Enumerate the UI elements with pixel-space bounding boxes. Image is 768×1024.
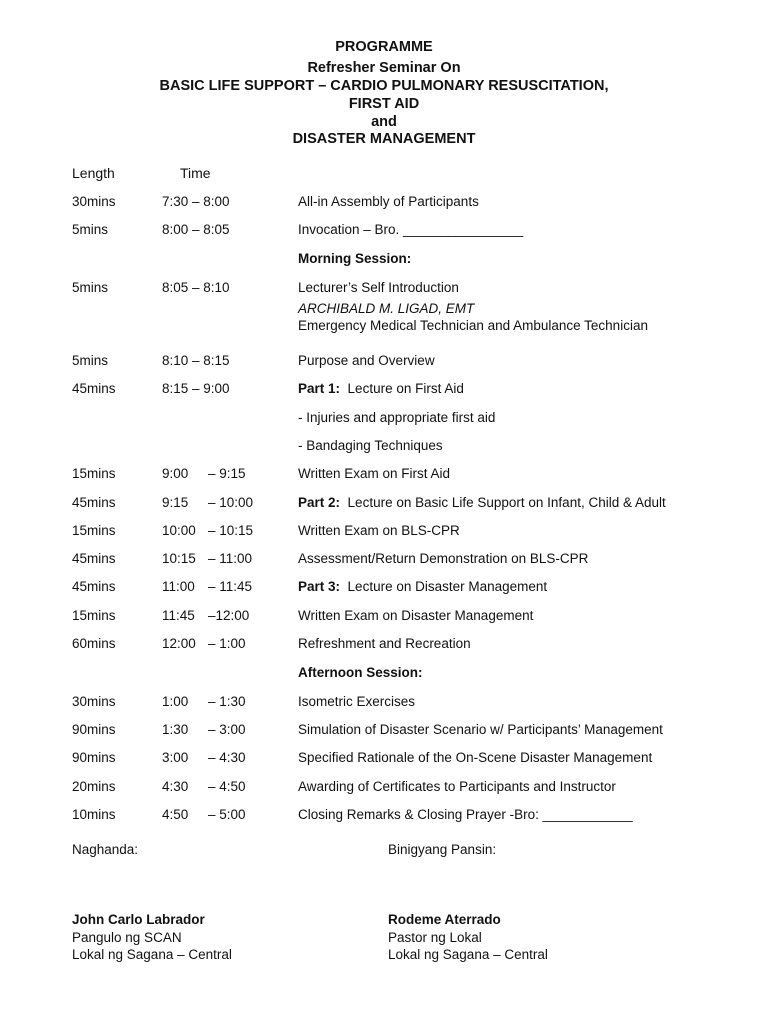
row-length: 45mins	[72, 381, 116, 396]
row-time-start: 11:45	[162, 608, 195, 623]
part-label: Part 2:	[298, 495, 341, 510]
prepared-by-caption: Naghanda:	[72, 842, 139, 857]
row-time-end: – 1:30	[208, 694, 246, 709]
row-time-end: – 9:15	[208, 466, 246, 481]
row-activity: Isometric Exercises	[298, 694, 416, 709]
length-column-header: Length	[72, 165, 115, 181]
row-time-start: 12:00	[162, 636, 196, 651]
morning-session-heading: Morning Session:	[298, 251, 412, 266]
signatory-name-right: Rodeme Aterrado	[388, 912, 501, 927]
lecturer-title: Emergency Medical Technician and Ambulance Technician	[298, 318, 648, 333]
row-length: 20mins	[72, 779, 116, 794]
row-activity: Specified Rationale of the On-Scene Disaster Management	[298, 750, 653, 765]
row-length: 15mins	[72, 523, 116, 538]
row-time-end: – 5:00	[208, 807, 246, 822]
row-time: 8:15 – 9:00	[162, 381, 230, 396]
row-activity: Purpose and Overview	[298, 353, 435, 368]
row-activity: Written Exam on First Aid	[298, 466, 451, 481]
row-activity: Awarding of Certificates to Participants and Instructor	[298, 779, 616, 794]
topic-line-3: DISASTER MANAGEMENT	[292, 131, 476, 147]
seminar-subtitle: Refresher Seminar On	[307, 60, 461, 76]
afternoon-session-heading: Afternoon Session:	[298, 665, 423, 680]
row-time-end: – 11:00	[208, 551, 253, 566]
signatory-location-right: Lokal ng Sagana – Central	[388, 947, 548, 962]
signatory-name-left: John Carlo Labrador	[72, 912, 205, 927]
row-length: 15mins	[72, 466, 116, 481]
row-time-start: 10:00	[162, 523, 196, 538]
lecturer-name: ARCHIBALD M. LIGAD, EMT	[298, 301, 475, 316]
noted-by-caption: Binigyang Pansin:	[388, 842, 497, 857]
row-activity: Written Exam on Disaster Management	[298, 608, 534, 623]
row-length: 45mins	[72, 579, 116, 594]
row-time-end: – 10:00	[208, 495, 254, 510]
row-time-end: – 10:15	[208, 523, 254, 538]
signatory-role-right: Pastor ng Lokal	[388, 930, 482, 945]
row-time-start: 11:00	[162, 579, 195, 594]
row-time: 8:00 – 8:05	[162, 222, 230, 237]
row-length: 5mins	[72, 353, 109, 368]
time-column-header: Time	[180, 165, 211, 181]
row-length: 45mins	[72, 551, 116, 566]
row-length: 30mins	[72, 194, 116, 209]
topic-connector: and	[371, 114, 397, 130]
activity-text: Lecture on Disaster Management	[347, 579, 548, 594]
row-time-end: – 11:45	[208, 579, 253, 594]
part-label: Part 3:	[298, 579, 341, 594]
row-activity	[298, 381, 464, 396]
programme-title: PROGRAMME	[335, 39, 433, 55]
row-activity	[298, 579, 547, 594]
row-activity: Invocation – Bro. ________________	[298, 222, 524, 237]
activity-text: Lecture on First Aid	[347, 381, 464, 396]
row-length: 5mins	[72, 280, 109, 295]
row-length: 10mins	[72, 807, 116, 822]
sub-item: - Injuries and appropriate first aid	[298, 410, 496, 425]
topic-line-2: FIRST AID	[348, 96, 420, 112]
row-time: 8:05 – 8:10	[162, 280, 230, 295]
row-activity: Lecturer’s Self Introduction	[298, 280, 459, 295]
row-time-start: 9:15	[162, 495, 189, 510]
signatory-location-left: Lokal ng Sagana – Central	[72, 947, 232, 962]
row-time: 7:30 – 8:00	[162, 194, 230, 209]
row-time-start: 10:15	[162, 551, 196, 566]
signatory-role-left: Pangulo ng SCAN	[72, 930, 182, 945]
row-length: 30mins	[72, 694, 116, 709]
row-length: 15mins	[72, 608, 116, 623]
row-time-end: – 1:00	[208, 636, 246, 651]
row-time-end: – 4:50	[208, 779, 246, 794]
topic-line-1: BASIC LIFE SUPPORT – CARDIO PULMONARY RESUSCITATION,	[159, 78, 609, 94]
row-activity: Closing Remarks & Closing Prayer -Bro: ____________	[298, 807, 633, 822]
row-length: 5mins	[72, 222, 109, 237]
row-length: 60mins	[72, 636, 116, 651]
row-time: 8:10 – 8:15	[162, 353, 230, 368]
row-time-start: 4:30	[162, 779, 189, 794]
row-time-end: – 4:30	[208, 750, 246, 765]
row-length: 45mins	[72, 495, 116, 510]
row-activity: Simulation of Disaster Scenario w/ Participants’ Management	[298, 722, 663, 737]
row-activity: Refreshment and Recreation	[298, 636, 471, 651]
row-time-end: – 3:00	[208, 722, 246, 737]
row-time-start: 4:50	[162, 807, 189, 822]
row-time-start: 1:00	[162, 694, 189, 709]
row-time-start: 9:00	[162, 466, 189, 481]
row-length: 90mins	[72, 750, 116, 765]
row-time-start: 3:00	[162, 750, 189, 765]
row-activity: Written Exam on BLS-CPR	[298, 523, 460, 538]
row-activity: All-in Assembly of Participants	[298, 194, 479, 209]
row-length: 90mins	[72, 722, 116, 737]
activity-text: Lecture on Basic Life Support on Infant, Child & Adult	[347, 495, 666, 510]
row-time-start: 1:30	[162, 722, 189, 737]
row-activity: Assessment/Return Demonstration on BLS-CPR	[298, 551, 589, 566]
sub-item: - Bandaging Techniques	[298, 438, 443, 453]
row-activity	[298, 495, 666, 510]
part-label: Part 1:	[298, 381, 341, 396]
row-time-end: –12:00	[208, 608, 250, 623]
